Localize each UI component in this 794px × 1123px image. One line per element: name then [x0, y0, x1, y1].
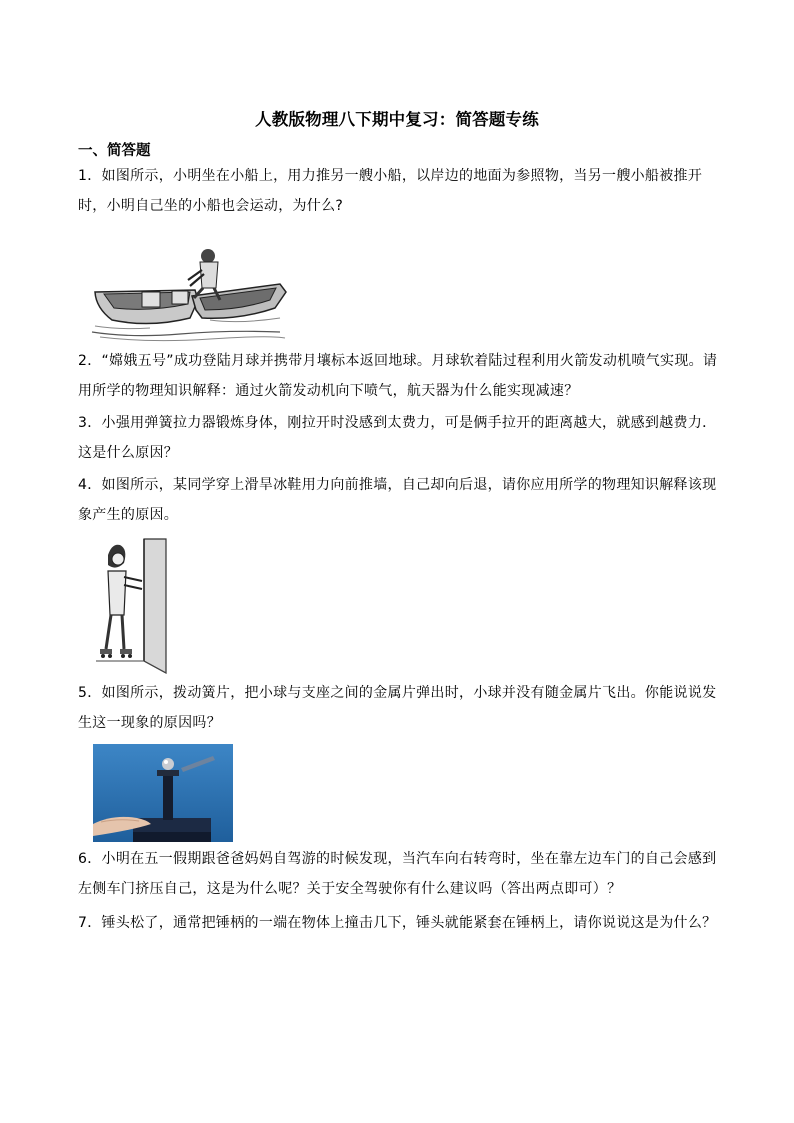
question-4 — [78, 470, 718, 530]
question-text: 如图所示，小明坐在小船上，用力推另一艘小船，以岸边的地面为参照物，当另一艘小船被推开时，小明自己坐的小船也会运动，为什么? — [78, 168, 703, 214]
question-3 — [78, 408, 718, 468]
section-heading: 一、简答题 — [78, 143, 151, 159]
question-7 — [78, 908, 718, 938]
question-number: 6． — [78, 851, 102, 867]
question-number: 5． — [78, 685, 102, 701]
question-1 — [78, 161, 718, 221]
question-5 — [78, 678, 718, 738]
question-number: 7． — [78, 915, 102, 931]
question-number: 4． — [78, 477, 102, 493]
question-2 — [78, 346, 718, 406]
question-text: 如图所示，拨动簧片，把小球与支座之间的金属片弹出时，小球并没有随金属片飞出。你能说说发生这一现象的原因吗？ — [78, 685, 717, 731]
page-title: 人教版物理八下期中复习：简答题专练 — [255, 110, 539, 129]
inertia-apparatus-photo — [93, 744, 233, 842]
wall-push-illustration — [94, 537, 170, 675]
question-number: 3． — [78, 415, 102, 431]
question-number: 1． — [78, 168, 102, 184]
question-6 — [78, 844, 718, 904]
boat-illustration — [90, 240, 290, 344]
question-text: 小明在五一假期跟爸爸妈妈自驾游的时候发现，当汽车向右转弯时，坐在靠左边车门的自己会感到左侧车门挤压自己，这是为什么呢？关于安全驾驶你有什么建议吗（答出两点即可）？ — [78, 851, 717, 897]
question-text: 小强用弹簧拉力器锻炼身体，刚拉开时没感到太费力，可是俩手拉开的距离越大，就感到越费力．这是什么原因？ — [78, 415, 717, 461]
question-number: 2． — [78, 353, 102, 369]
question-text: 如图所示，某同学穿上滑旱冰鞋用力向前推墙，自己却向后退，请你应用所学的物理知识解释该现象产生的原因。 — [78, 477, 717, 523]
question-text: 锤头松了，通常把锤柄的一端在物体上撞击几下，锤头就能紧套在锤柄上，请你说说这是为什么？ — [101, 915, 717, 931]
question-text: “嫦娥五号”成功登陆月球并携带月壤标本返回地球。月球软着陆过程利用火箭发动机喷气实现。请用所学的物理知识解释：通过火箭发动机向下喷气，航天器为什么能实现减速？ — [78, 353, 718, 399]
